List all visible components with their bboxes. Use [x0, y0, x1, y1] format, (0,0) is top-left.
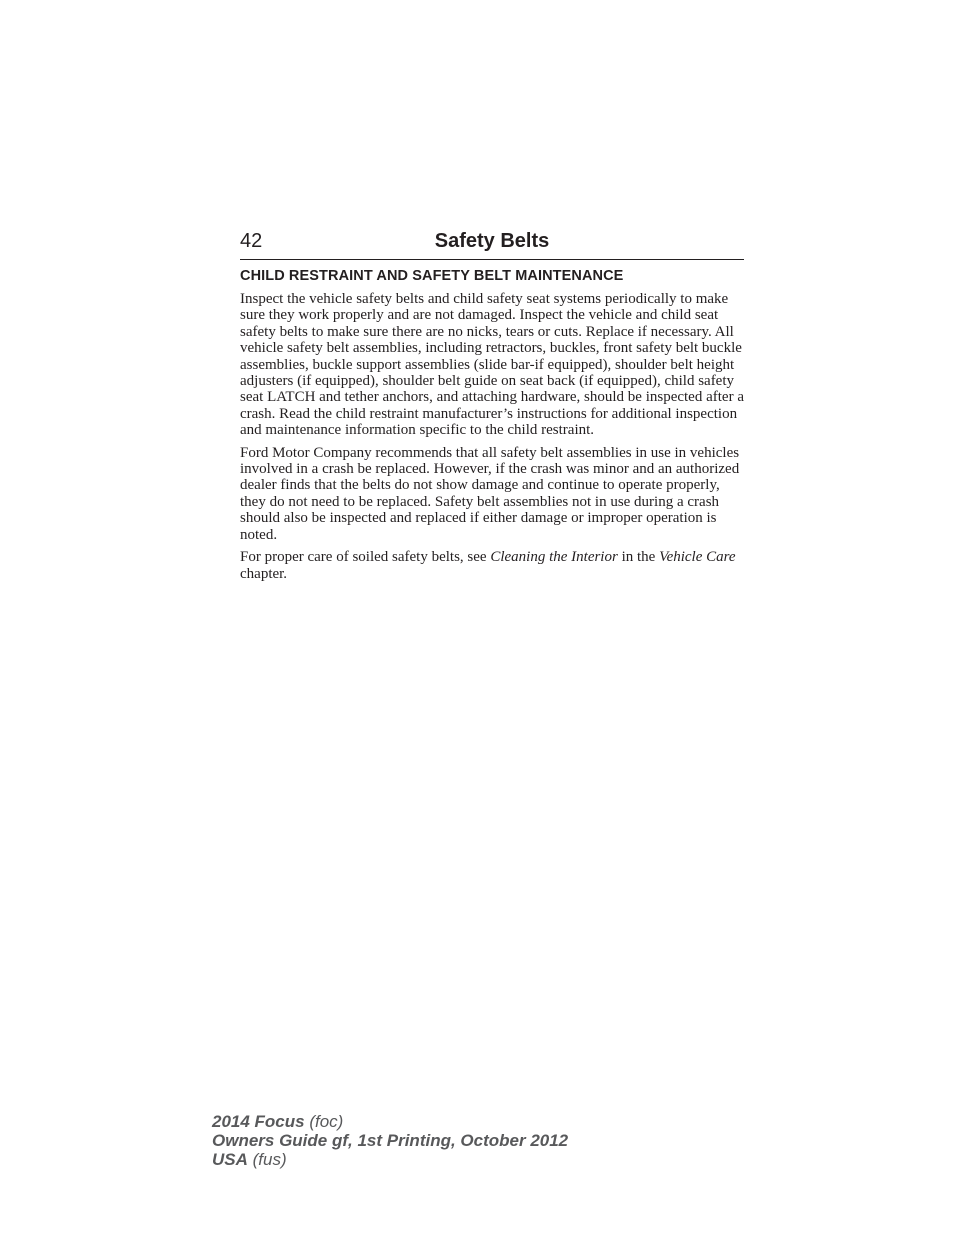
cleaning-interior-reference: Cleaning the Interior [490, 549, 618, 566]
page-header [240, 228, 744, 260]
footer-market-code: (fus) [247, 1150, 287, 1169]
vehicle-care-reference: Vehicle Care [659, 549, 736, 566]
footer-model-code: (foc) [304, 1112, 344, 1131]
section-heading: CHILD RESTRAINT AND SAFETY BELT MAINTENANCE [240, 268, 624, 284]
footer-model: 2014 Focus [212, 1112, 305, 1131]
page-footer [212, 1112, 568, 1169]
care-text-1: For proper care of soiled safety belts, see [240, 549, 491, 566]
footer-market: USA [212, 1150, 248, 1169]
section-content [240, 266, 744, 588]
page-title: Safety Belts [434, 230, 550, 252]
paragraph-replacement: Ford Motor Company recommends that all safety belt assemblies in use in vehicles involved in a crash be replaced. However, if the crash was minor and an authorized dealer finds that the belts do not show damage and continue to operate properly, they do not need to be replaced. Safety belt assemblies not in use during a crash should also be inspected and replaced if either damage or improper operation is noted. [240, 444, 740, 543]
footer-model-line [212, 1112, 568, 1131]
paragraph-inspection: Inspect the vehicle safety belts and child safety seat systems periodically to make sure they work properly and are not damaged. Inspect the vehicle and child seat safety belts to make sure there are no nicks, tears or cuts. Replace if necessary. All vehicle safety belt assemblies, including retractors, buckles, front safety belt buckle assemblies, buckle support assemblies (slide bar-if equipped), shoulder belt height adjusters (if equipped), shoulder belt guide on seat back (if equipped), child safety seat LATCH and tether anchors, and attaching hardware, should be inspected after a crash. Read the child restraint manufacturer’s instructions for additional inspection and maintenance information specific to the child restraint. [240, 291, 744, 439]
footer-market-line [212, 1150, 568, 1169]
page-number: 42 [240, 230, 263, 252]
footer-guide-line: Owners Guide gf, 1st Printing, October 2012 [212, 1131, 569, 1150]
care-text-3: chapter. [240, 565, 288, 582]
care-text-2: in the [617, 549, 660, 566]
paragraph-care [240, 549, 744, 582]
